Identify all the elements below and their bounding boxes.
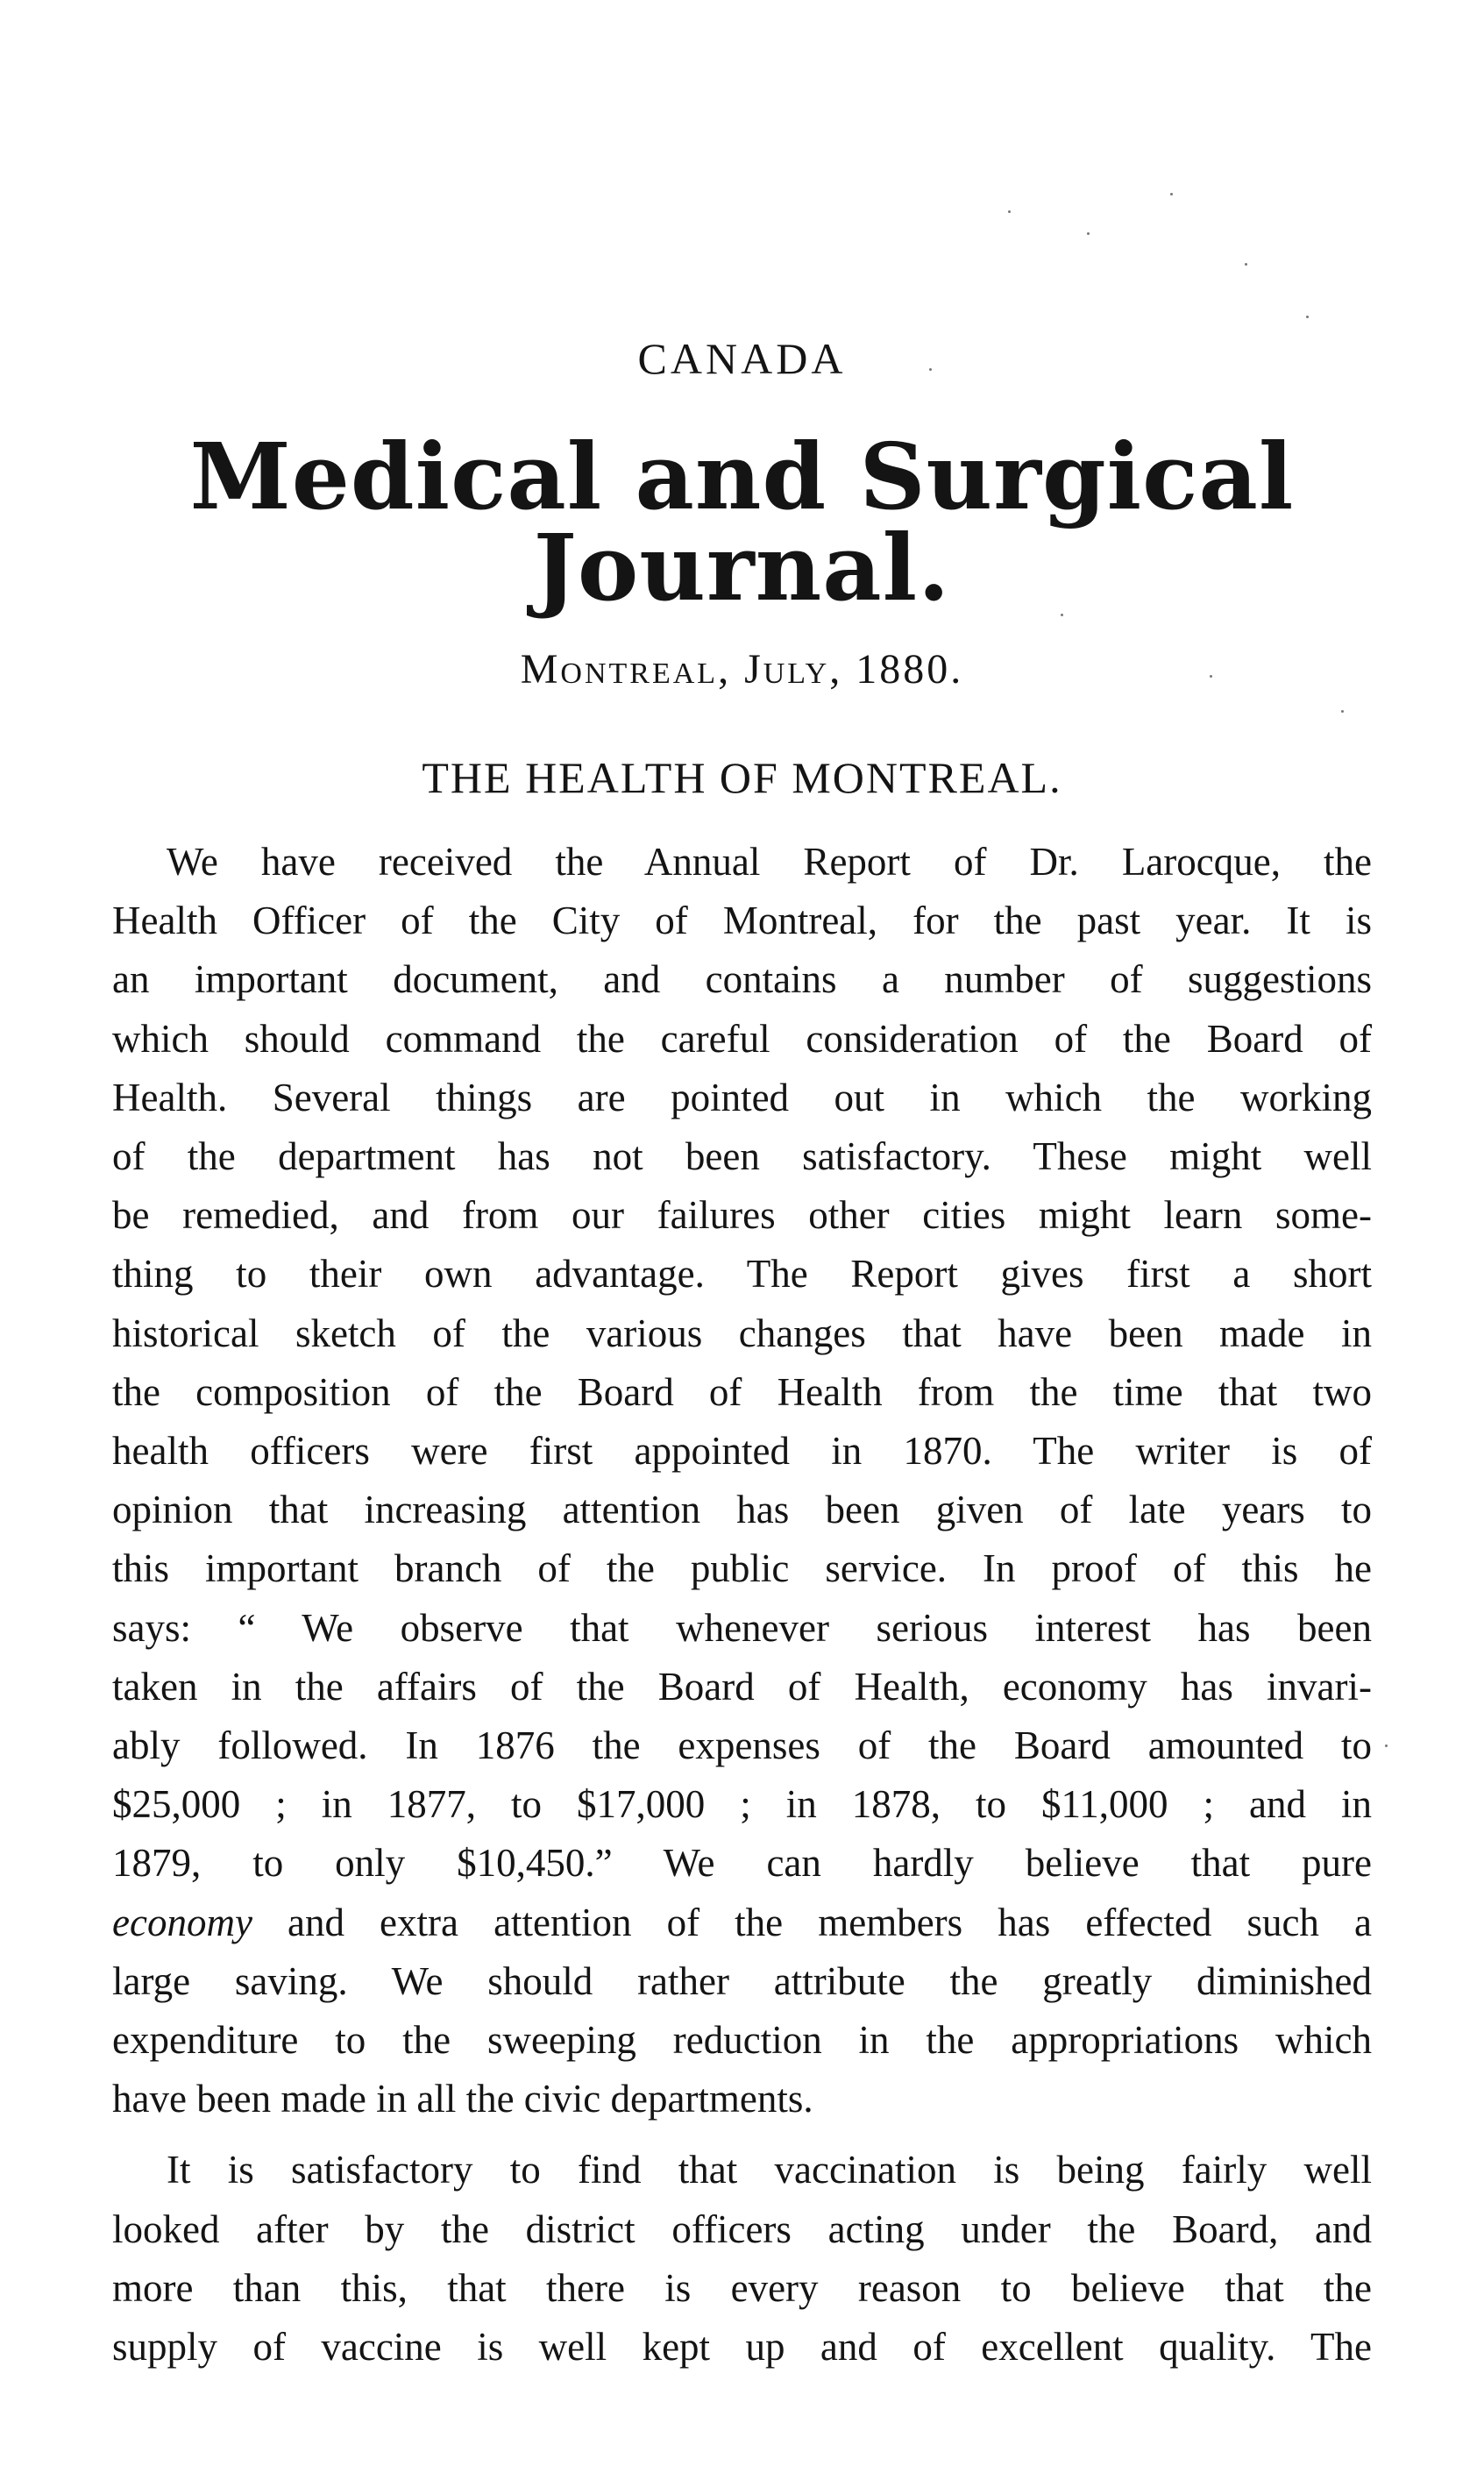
print-speck: [1008, 210, 1011, 213]
article-body: [112, 833, 1372, 2377]
text-line: which should command the careful consideration of the Board of: [112, 1016, 1372, 1061]
text-line: thing to their own advantage. The Report gives first a short: [112, 1252, 1372, 1297]
text-line-rest: and extra attention of the members has effected such a: [252, 1900, 1372, 1944]
article-title: THE HEALTH OF MONTREAL.: [422, 753, 1062, 802]
text-line: supply of vaccine is well kept up and of excellent quality. The: [112, 2325, 1372, 2370]
text-line: taken in the affairs of the Board of Health, economy has invari-: [112, 1664, 1372, 1709]
article-paragraph-2: [112, 2141, 1372, 2377]
text-line: We have received the Annual Report of Dr. Larocque, the: [167, 840, 1372, 884]
text-line: $25,000 ; in 1877, to $17,000 ; in 1878, to $11,000 ; and in: [112, 1782, 1372, 1827]
text-line: Health. Several things are pointed out in which the working: [112, 1075, 1372, 1119]
text-line: historical sketch of the various changes that have been made in: [112, 1311, 1372, 1355]
text-line: It is satisfactory to find that vaccination is being fairly well: [167, 2148, 1372, 2192]
text-line: Health Officer of the City of Montreal, for the past year. It is: [112, 899, 1372, 943]
text-line: looked after by the district officers acting under the Board, and: [112, 2206, 1372, 2251]
print-speck: [1087, 232, 1090, 235]
print-speck: [1061, 614, 1063, 616]
text-line: health officers were first appointed in 1870. The writer is of: [112, 1429, 1372, 1474]
article-paragraph-1: [112, 833, 1372, 2128]
text-line: more than this, that there is every reason to believe that the: [112, 2265, 1372, 2310]
text-line: this important branch of the public service. In proof of this he: [112, 1546, 1372, 1591]
journal-kicker: CANADA: [637, 334, 847, 383]
print-speck: [1385, 1744, 1388, 1747]
text-line: says: “ We observe that whenever serious interest has been: [112, 1605, 1372, 1650]
text-line: 1879, to only $10,450.” We can hardly believe that pure: [112, 1841, 1372, 1886]
text-line-with-italic: [112, 1894, 1372, 1952]
text-line: an important document, and contains a number of suggestions: [112, 957, 1372, 1002]
print-speck: [929, 368, 932, 371]
print-speck: [1245, 263, 1247, 266]
italic-word: economy: [112, 1900, 252, 1944]
print-speck: [1341, 710, 1344, 713]
text-line: the composition of the Board of Health from the time that two: [112, 1369, 1372, 1414]
journal-dateline: Montreal, July, 1880.: [520, 646, 964, 693]
text-line: be remedied, and from our failures other cities might learn some-: [112, 1193, 1372, 1238]
print-speck: [1306, 316, 1309, 318]
text-line: of the department has not been satisfactory. These might well: [112, 1134, 1372, 1179]
print-speck: [1170, 193, 1173, 195]
text-line: large saving. We should rather attribute the greatly diminished: [112, 1958, 1372, 2003]
journal-masthead: Medical and Surgical Journal.: [189, 423, 1295, 622]
text-line: expenditure to the sweeping reduction in the appropriations which: [112, 2018, 1372, 2063]
text-line: ably followed. In 1876 the expenses of the Board amounted to: [112, 1723, 1372, 1768]
text-line: have been made in all the civic departments.: [112, 2077, 813, 2121]
text-line: opinion that increasing attention has been given of late years to: [112, 1488, 1372, 1532]
print-speck: [1210, 675, 1212, 678]
